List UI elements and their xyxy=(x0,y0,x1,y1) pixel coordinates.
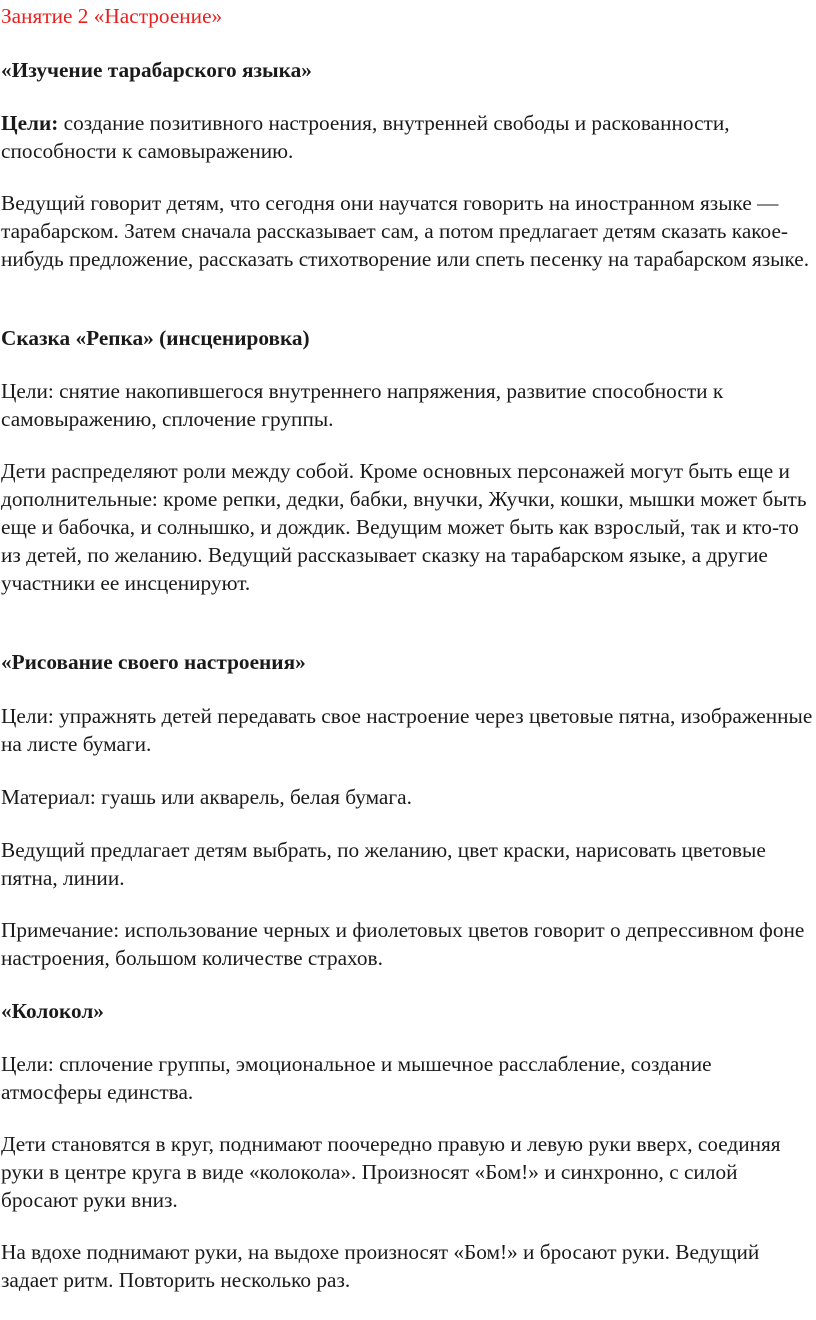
paragraph-repka-description: Дети распределяют роли между собой. Кроме основных персонажей могут быть еще и дополнительные: кроме репки, дедки, бабки, внучки, Жучки, кошки, мышки может быть еще и бабочка, и солнышко, и дождик. Ведущим может быть как взрослый, так и кто-то из детей, по желанию. Ведущий рассказывает сказку на тарабарском языке, а другие участники ее инсценируют. xyxy=(1,459,807,595)
paragraph-bell-goals: Цели: сплочение группы, эмоциональное и мышечное расслабление, создание атмосферы единства. xyxy=(1,1052,712,1104)
goals-text: создание позитивного настроения, внутренней свободы и раскованности, способности к самовыражению. xyxy=(1,111,730,163)
section-heading-bell: «Колокол» xyxy=(1,999,104,1023)
goals-label: Цели: xyxy=(1,111,59,135)
paragraph-drawing-goals: Цели: упражнять детей передавать свое настроение через цветовые пятна, изображенные на листе бумаги. xyxy=(1,704,813,756)
document-title: Занятие 2 «Настроение» xyxy=(1,4,223,28)
section-heading-drawing-mood: «Рисование своего настроения» xyxy=(1,650,306,674)
section-heading-repka: Сказка «Репка» (инсценировка) xyxy=(1,326,310,350)
paragraph-drawing-note: Примечание: использование черных и фиолетовых цветов говорит о депрессивном фоне настроения, большом количестве страхов. xyxy=(1,918,805,970)
section-heading-gibberish-language: «Изучение тарабарского языка» xyxy=(1,58,312,82)
paragraph-repka-goals: Цели: снятие накопившегося внутреннего напряжения, развитие способности к самовыражению, сплочение группы. xyxy=(1,379,724,431)
paragraph-bell-description: Дети становятся в круг, поднимают поочередно правую и левую руки вверх, соединяя руки в центре круга в виде «колокола». Произносят «Бом!» и синхронно, с силой бросают руки вниз. xyxy=(1,1132,781,1212)
paragraph-drawing-description: Ведущий предлагает детям выбрать, по желанию, цвет краски, нарисовать цветовые пятна, линии. xyxy=(1,838,766,890)
section-goals-gibberish-language xyxy=(1,109,813,165)
paragraph-drawing-material: Материал: гуашь или акварель, белая бумага. xyxy=(1,785,412,809)
paragraph-bell-rhythm: На вдохе поднимают руки, на выдохе произносят «Бом!» и бросают руки. Ведущий задает ритм. Повторить несколько раз. xyxy=(1,1240,760,1292)
paragraph-gibberish-description: Ведущий говорит детям, что сегодня они научатся говорить на иностранном языке — тарабарском. Затем сначала рассказывает сам, а потом предлагает детям сказать какое-нибудь предложение, рассказать стихотворение или спеть песенку на тарабарском языке. xyxy=(1,191,810,271)
